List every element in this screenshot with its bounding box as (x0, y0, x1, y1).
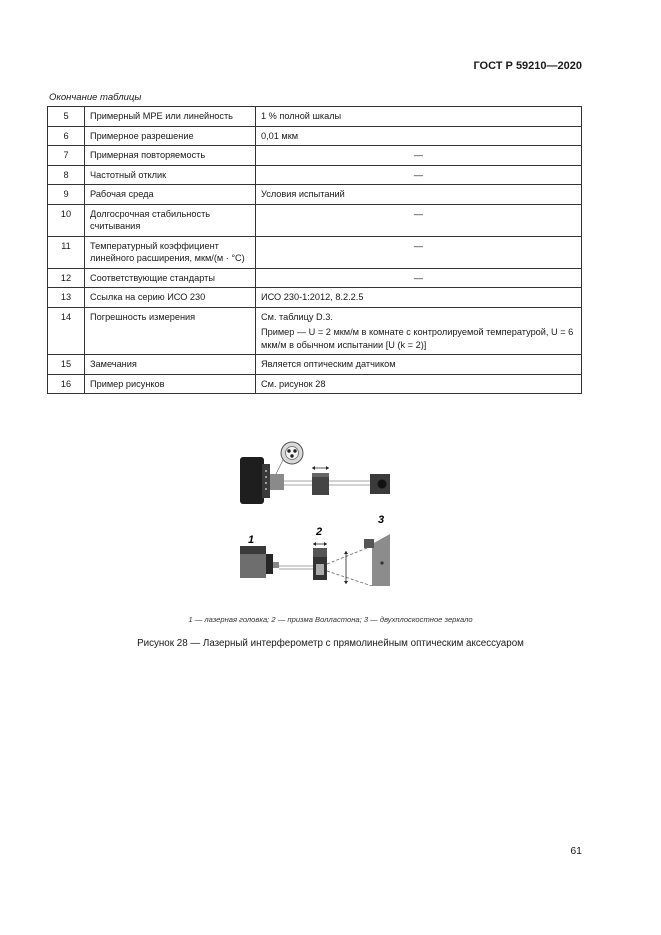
table-row (48, 268, 582, 288)
row-name: Температурный коэффициент линейного расширения, мкм/(м · °С) (85, 236, 256, 268)
table-caption: Окончание таблицы (49, 92, 142, 103)
row-value: Является оптическим датчиком (256, 355, 582, 375)
figure-caption: Рисунок 28 — Лазерный интерферометр с прямолинейным оптическим аксессуаром (137, 638, 524, 649)
row-number: 9 (48, 185, 85, 205)
row-number: 13 (48, 288, 85, 308)
spec-table (47, 106, 582, 394)
row-value-main: См. таблицу D.3. (261, 311, 333, 322)
row-name: Погрешность измерения (85, 307, 256, 355)
table-row (48, 126, 582, 146)
row-value: 0,01 мкм (256, 126, 582, 146)
bottom-assembly-illustration (240, 534, 390, 586)
page-number: 61 (570, 845, 582, 857)
row-number: 15 (48, 355, 85, 375)
table-row (48, 204, 582, 236)
row-name: Долгосрочная стабильность считывания (85, 204, 256, 236)
row-number: 5 (48, 107, 85, 127)
row-name: Пример рисунков (85, 374, 256, 394)
table-row (48, 185, 582, 205)
row-number: 8 (48, 165, 85, 185)
row-value: — (256, 268, 582, 288)
figure-legend: 1 — лазерная головка; 2 — призма Волластона; 3 — двухплоскостное зеркало (188, 615, 473, 624)
row-number: 6 (48, 126, 85, 146)
row-value: — (256, 204, 582, 236)
table-row (48, 288, 582, 308)
table-row (48, 146, 582, 166)
row-name: Примерное разрешение (85, 126, 256, 146)
table-row (48, 374, 582, 394)
row-name: Частотный отклик (85, 165, 256, 185)
document-header: ГОСТ Р 59210—2020 (473, 60, 582, 72)
row-number: 7 (48, 146, 85, 166)
figure-label-3: 3 (378, 514, 385, 526)
figure-label-1: 1 (248, 534, 255, 546)
row-value: Условия испытаний (256, 185, 582, 205)
row-value (256, 307, 582, 355)
table-row (48, 165, 582, 185)
row-value-note: Пример — U = 2 мкм/м в комнате с контролируемой температурой, U = 6 мкм/м в обычном испытании [U (k = 2)] (261, 327, 574, 350)
row-name: Ссылка на серию ИСО 230 (85, 288, 256, 308)
row-name: Соответствующие стандарты (85, 268, 256, 288)
row-name: Примерная повторяемость (85, 146, 256, 166)
row-value: См. рисунок 28 (256, 374, 582, 394)
row-number: 14 (48, 307, 85, 355)
interferometer-figure (232, 436, 432, 586)
row-name: Примерный MPE или линейность (85, 107, 256, 127)
row-number: 16 (48, 374, 85, 394)
row-name: Рабочая среда (85, 185, 256, 205)
row-value: — (256, 146, 582, 166)
table-row (48, 236, 582, 268)
table-row (48, 107, 582, 127)
row-value: — (256, 165, 582, 185)
row-number: 10 (48, 204, 85, 236)
table-row (48, 307, 582, 355)
row-number: 12 (48, 268, 85, 288)
row-value: 1 % полной шкалы (256, 107, 582, 127)
top-assembly-illustration (240, 442, 390, 504)
table-row (48, 355, 582, 375)
row-number: 11 (48, 236, 85, 268)
row-value: — (256, 236, 582, 268)
figure-label-2: 2 (316, 526, 323, 538)
row-value: ИСО 230-1:2012, 8.2.2.5 (256, 288, 582, 308)
row-name: Замечания (85, 355, 256, 375)
